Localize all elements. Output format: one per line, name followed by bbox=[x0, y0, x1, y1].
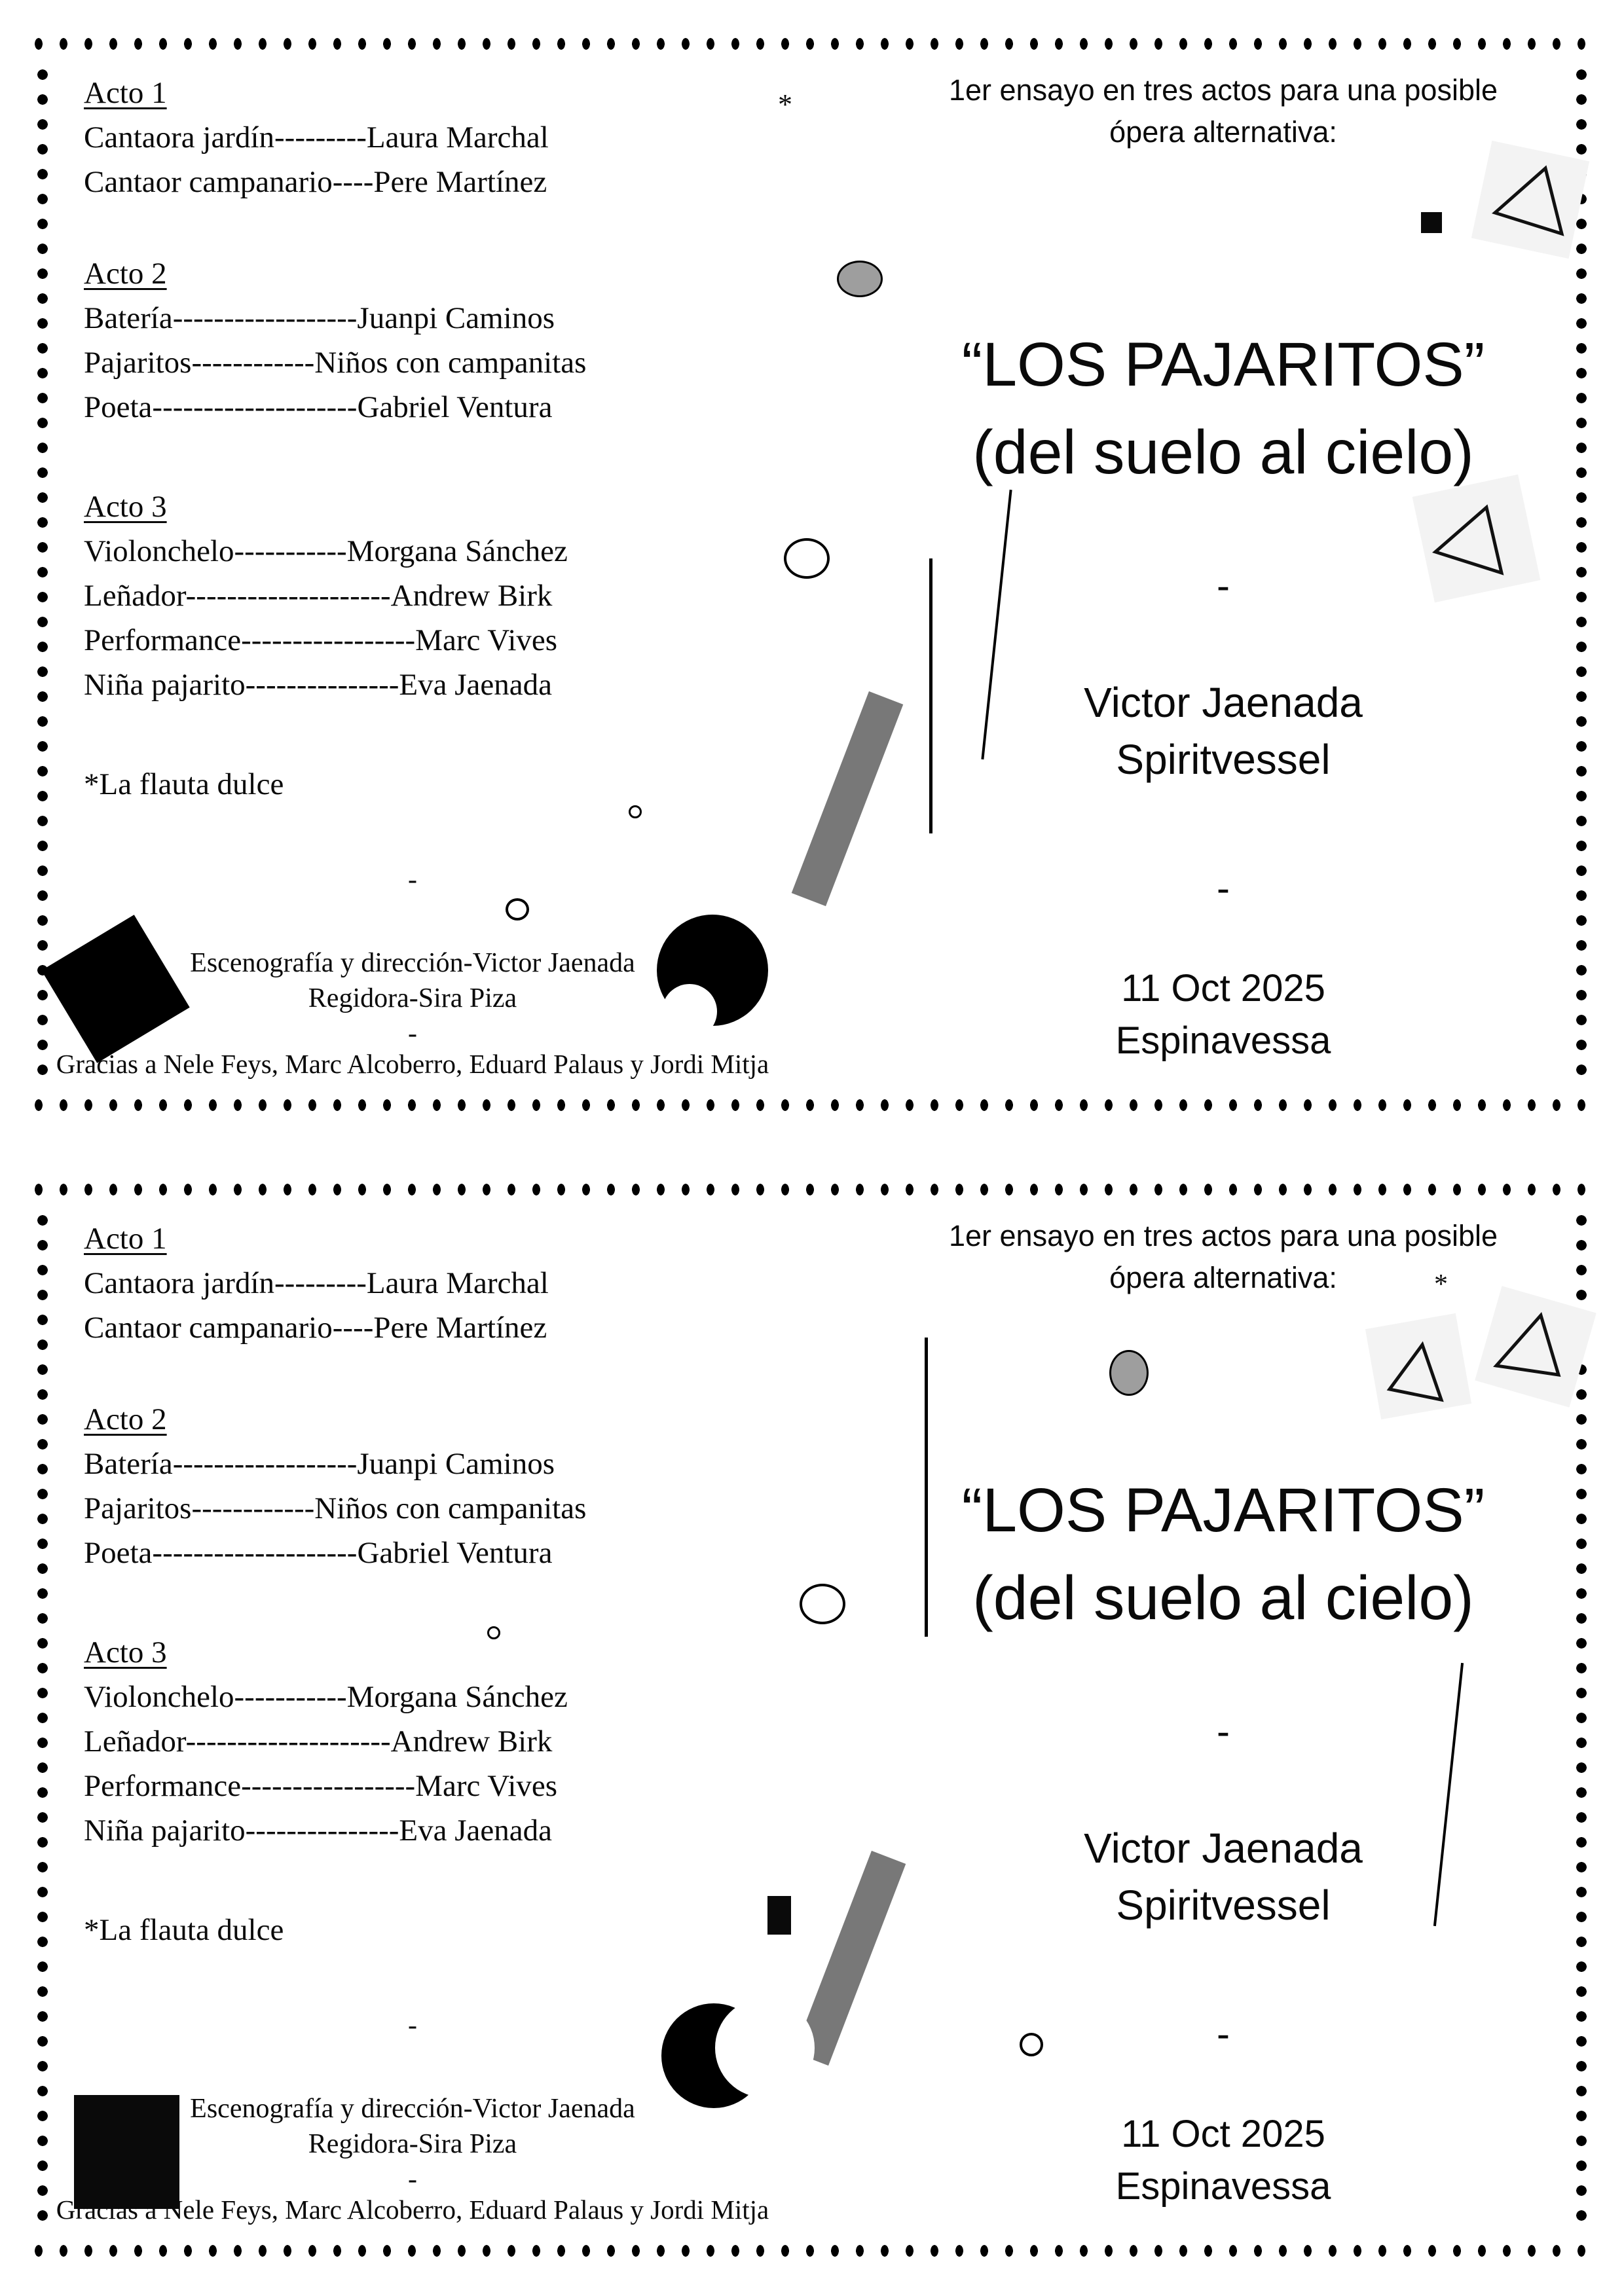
opera-title-line-1: “LOS PAJARITOS” bbox=[961, 1476, 1485, 1545]
cast-list bbox=[84, 1216, 804, 1952]
act-title: Acto 2 bbox=[84, 257, 167, 291]
opera-title bbox=[922, 1467, 1524, 1642]
cast-row: Performance-----------------Marc Vives bbox=[84, 1769, 558, 1803]
tiny-ring-shape bbox=[629, 805, 642, 818]
credits-dash: - bbox=[408, 865, 417, 895]
triangle-icon bbox=[1488, 155, 1574, 244]
dotted-border-bottom bbox=[26, 1099, 1598, 1112]
asterisk-mark: * bbox=[1434, 1269, 1448, 1300]
author-studio: Spiritvessel bbox=[1116, 736, 1331, 783]
dotted-border-left bbox=[36, 62, 49, 1080]
cast-row: Pajaritos------------Niños con campanitas bbox=[84, 346, 587, 380]
event-place: Espinavessa bbox=[1115, 1019, 1331, 1062]
subtitle-header bbox=[922, 69, 1524, 153]
act-group-2 bbox=[84, 1397, 804, 1575]
act-group-3 bbox=[84, 1630, 804, 1853]
triangle-icon bbox=[1429, 501, 1507, 579]
event-date: 11 Oct 2025 bbox=[1121, 2113, 1325, 2155]
cast-row: Performance-----------------Marc Vives bbox=[84, 623, 558, 657]
dotted-border-bottom bbox=[26, 2244, 1598, 2257]
cast-list bbox=[84, 71, 804, 807]
credits-dash: - bbox=[408, 1019, 417, 1049]
credits-direction: Escenografía y dirección-Victor Jaenada bbox=[190, 2094, 635, 2124]
crescent-bite-shape bbox=[715, 1998, 815, 2098]
cast-row: Cantaora jardín---------Laura Marchal bbox=[84, 1266, 549, 1300]
act-title: Acto 3 bbox=[84, 490, 167, 524]
opera-title-line-2: (del suelo al cielo) bbox=[972, 1563, 1474, 1633]
footnote-flauta: *La flauta dulce bbox=[84, 767, 284, 801]
act-title: Acto 3 bbox=[84, 1635, 167, 1669]
opera-title-line-1: “LOS PAJARITOS” bbox=[961, 330, 1485, 399]
credits-dash: - bbox=[408, 2164, 417, 2195]
event-place: Espinavessa bbox=[1115, 2165, 1331, 2208]
white-ellipse-shape bbox=[800, 1584, 845, 1624]
opera-title bbox=[922, 321, 1524, 496]
dotted-border-top bbox=[26, 1183, 1598, 1196]
small-black-square-shape bbox=[1421, 212, 1442, 233]
asterisk-mark: * bbox=[778, 88, 792, 120]
subtitle-line-2: ópera alternativa: bbox=[1109, 1261, 1337, 1294]
cast-row: Violonchelo-----------Morgana Sánchez bbox=[84, 534, 568, 568]
subtitle-line-2: ópera alternativa: bbox=[1109, 115, 1337, 149]
triangle-icon bbox=[1376, 1332, 1455, 1410]
event-block bbox=[922, 962, 1524, 1067]
cast-row: Leñador--------------------Andrew Birk bbox=[84, 1724, 553, 1758]
credits-thanks: Gracias a Nele Feys, Marc Alcoberro, Eduard Palaus y Jordi Mitja bbox=[56, 2195, 769, 2225]
small-ring-shape bbox=[506, 898, 529, 920]
credits-direction: Escenografía y dirección-Victor Jaenada bbox=[190, 948, 635, 978]
act-group-1 bbox=[84, 1216, 804, 1350]
credits-stage-manager: Regidora-Sira Piza bbox=[308, 2129, 517, 2159]
dotted-border-top bbox=[26, 37, 1598, 50]
author-block bbox=[922, 1820, 1524, 1934]
act-group-1 bbox=[84, 71, 804, 204]
credits-dash: - bbox=[408, 2011, 417, 2041]
gray-bar-shape bbox=[792, 691, 904, 906]
credits-stage-manager: Regidora-Sira Piza bbox=[308, 983, 517, 1013]
separator-dash: - bbox=[1217, 866, 1230, 910]
footnote-flauta: *La flauta dulce bbox=[84, 1913, 284, 1947]
gray-ellipse-shape bbox=[1109, 1350, 1149, 1396]
act-title: Acto 1 bbox=[84, 1222, 167, 1256]
gray-ellipse-shape bbox=[837, 261, 883, 297]
cast-row: Niña pajarito---------------Eva Jaenada bbox=[84, 1813, 552, 1848]
event-block bbox=[922, 2108, 1524, 2213]
cast-row: Cantaor campanario----Pere Martínez bbox=[84, 1311, 547, 1345]
subtitle-line-1: 1er ensayo en tres actos para una posible bbox=[948, 73, 1498, 107]
ticket-panel-bottom bbox=[0, 1146, 1624, 2295]
opera-title-line-2: (del suelo al cielo) bbox=[972, 418, 1474, 487]
act-title: Acto 2 bbox=[84, 1402, 167, 1436]
act-group-2 bbox=[84, 251, 804, 429]
triangle-icon bbox=[1483, 1302, 1568, 1384]
author-name: Victor Jaenada bbox=[1084, 1825, 1363, 1872]
cast-row: Niña pajarito---------------Eva Jaenada bbox=[84, 668, 552, 702]
separator-dash: - bbox=[1217, 1709, 1230, 1753]
dotted-border-left bbox=[36, 1208, 49, 2226]
separator-dash: - bbox=[1217, 564, 1230, 608]
author-name: Victor Jaenada bbox=[1084, 679, 1363, 726]
cast-row: Cantaora jardín---------Laura Marchal bbox=[84, 120, 549, 155]
act-group-3 bbox=[84, 484, 804, 707]
cast-row: Cantaor campanario----Pere Martínez bbox=[84, 165, 547, 199]
moon-bite-shape bbox=[662, 984, 717, 1039]
author-block bbox=[922, 674, 1524, 788]
cast-row: Poeta--------------------Gabriel Ventura bbox=[84, 1536, 553, 1570]
cast-row: Leñador--------------------Andrew Birk bbox=[84, 579, 553, 613]
separator-dash: - bbox=[1217, 2012, 1230, 2056]
author-studio: Spiritvessel bbox=[1116, 1882, 1331, 1929]
subtitle-line-1: 1er ensayo en tres actos para una posible bbox=[948, 1219, 1498, 1252]
cast-row: Pajaritos------------Niños con campanitas bbox=[84, 1491, 587, 1525]
cast-row: Violonchelo-----------Morgana Sánchez bbox=[84, 1680, 568, 1714]
act-title: Acto 1 bbox=[84, 76, 167, 110]
cast-row: Poeta--------------------Gabriel Ventura bbox=[84, 390, 553, 424]
cast-row: Batería------------------Juanpi Caminos bbox=[84, 1447, 555, 1481]
credits-thanks: Gracias a Nele Feys, Marc Alcoberro, Eduard Palaus y Jordi Mitja bbox=[56, 1049, 769, 1079]
cast-row: Batería------------------Juanpi Caminos bbox=[84, 301, 555, 335]
event-date: 11 Oct 2025 bbox=[1121, 967, 1325, 1010]
